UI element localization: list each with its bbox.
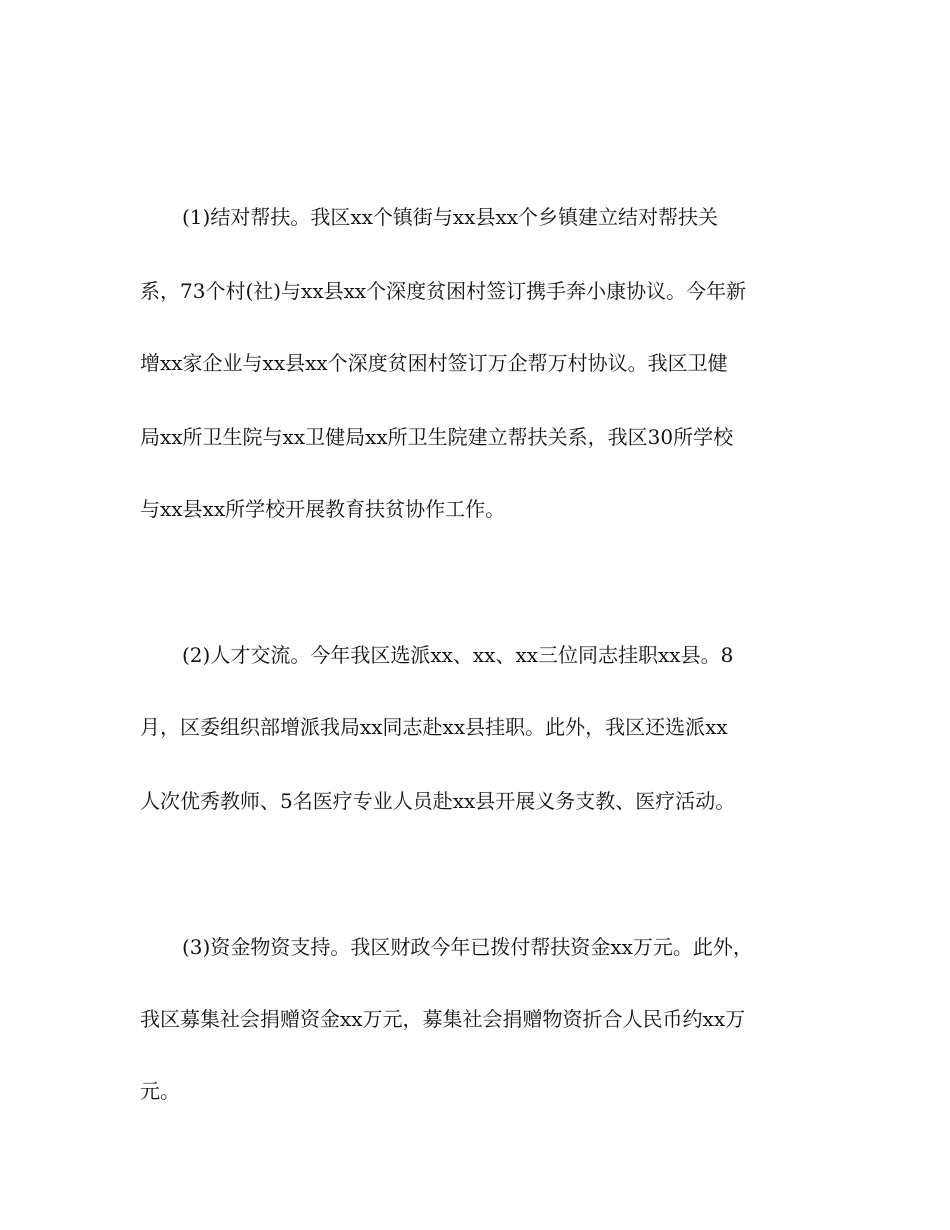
paragraph-line: 月，区委组织部增派我局xx同志赴xx县挂职。此外，我区还选派xx bbox=[140, 715, 728, 739]
paragraph-line: 系，73个村(社)与xx县xx个深度贫困村签订携手奔小康协议。今年新 bbox=[140, 279, 747, 303]
paragraph-line: 元。 bbox=[140, 1079, 180, 1103]
paragraph-line: 与xx县xx所学校开展教育扶贫协作工作。 bbox=[140, 497, 506, 521]
paragraph-line: (1)结对帮扶。我区xx个镇街与xx县xx个乡镇建立结对帮扶关 bbox=[182, 205, 719, 229]
paragraph-line: 增xx家企业与xx县xx个深度贫困村签订万企帮万村协议。我区卫健 bbox=[140, 351, 728, 375]
paragraph-line: 我区募集社会捐赠资金xx万元，募集社会捐赠物资折合人民币约xx万 bbox=[140, 1007, 746, 1031]
paragraph-line: (3)资金物资支持。我区财政今年已拨付帮扶资金xx万元。此外， bbox=[182, 935, 753, 959]
paragraph-line: 人次优秀教师、5名医疗专业人员赴xx县开展义务支教、医疗活动。 bbox=[140, 789, 736, 813]
paragraph-line: (2)人才交流。今年我区选派xx、xx、xx三位同志挂职xx县。8 bbox=[182, 643, 734, 667]
paragraph-line: 局xx所卫生院与xx卫健局xx所卫生院建立帮扶关系，我区30所学校 bbox=[140, 425, 734, 449]
